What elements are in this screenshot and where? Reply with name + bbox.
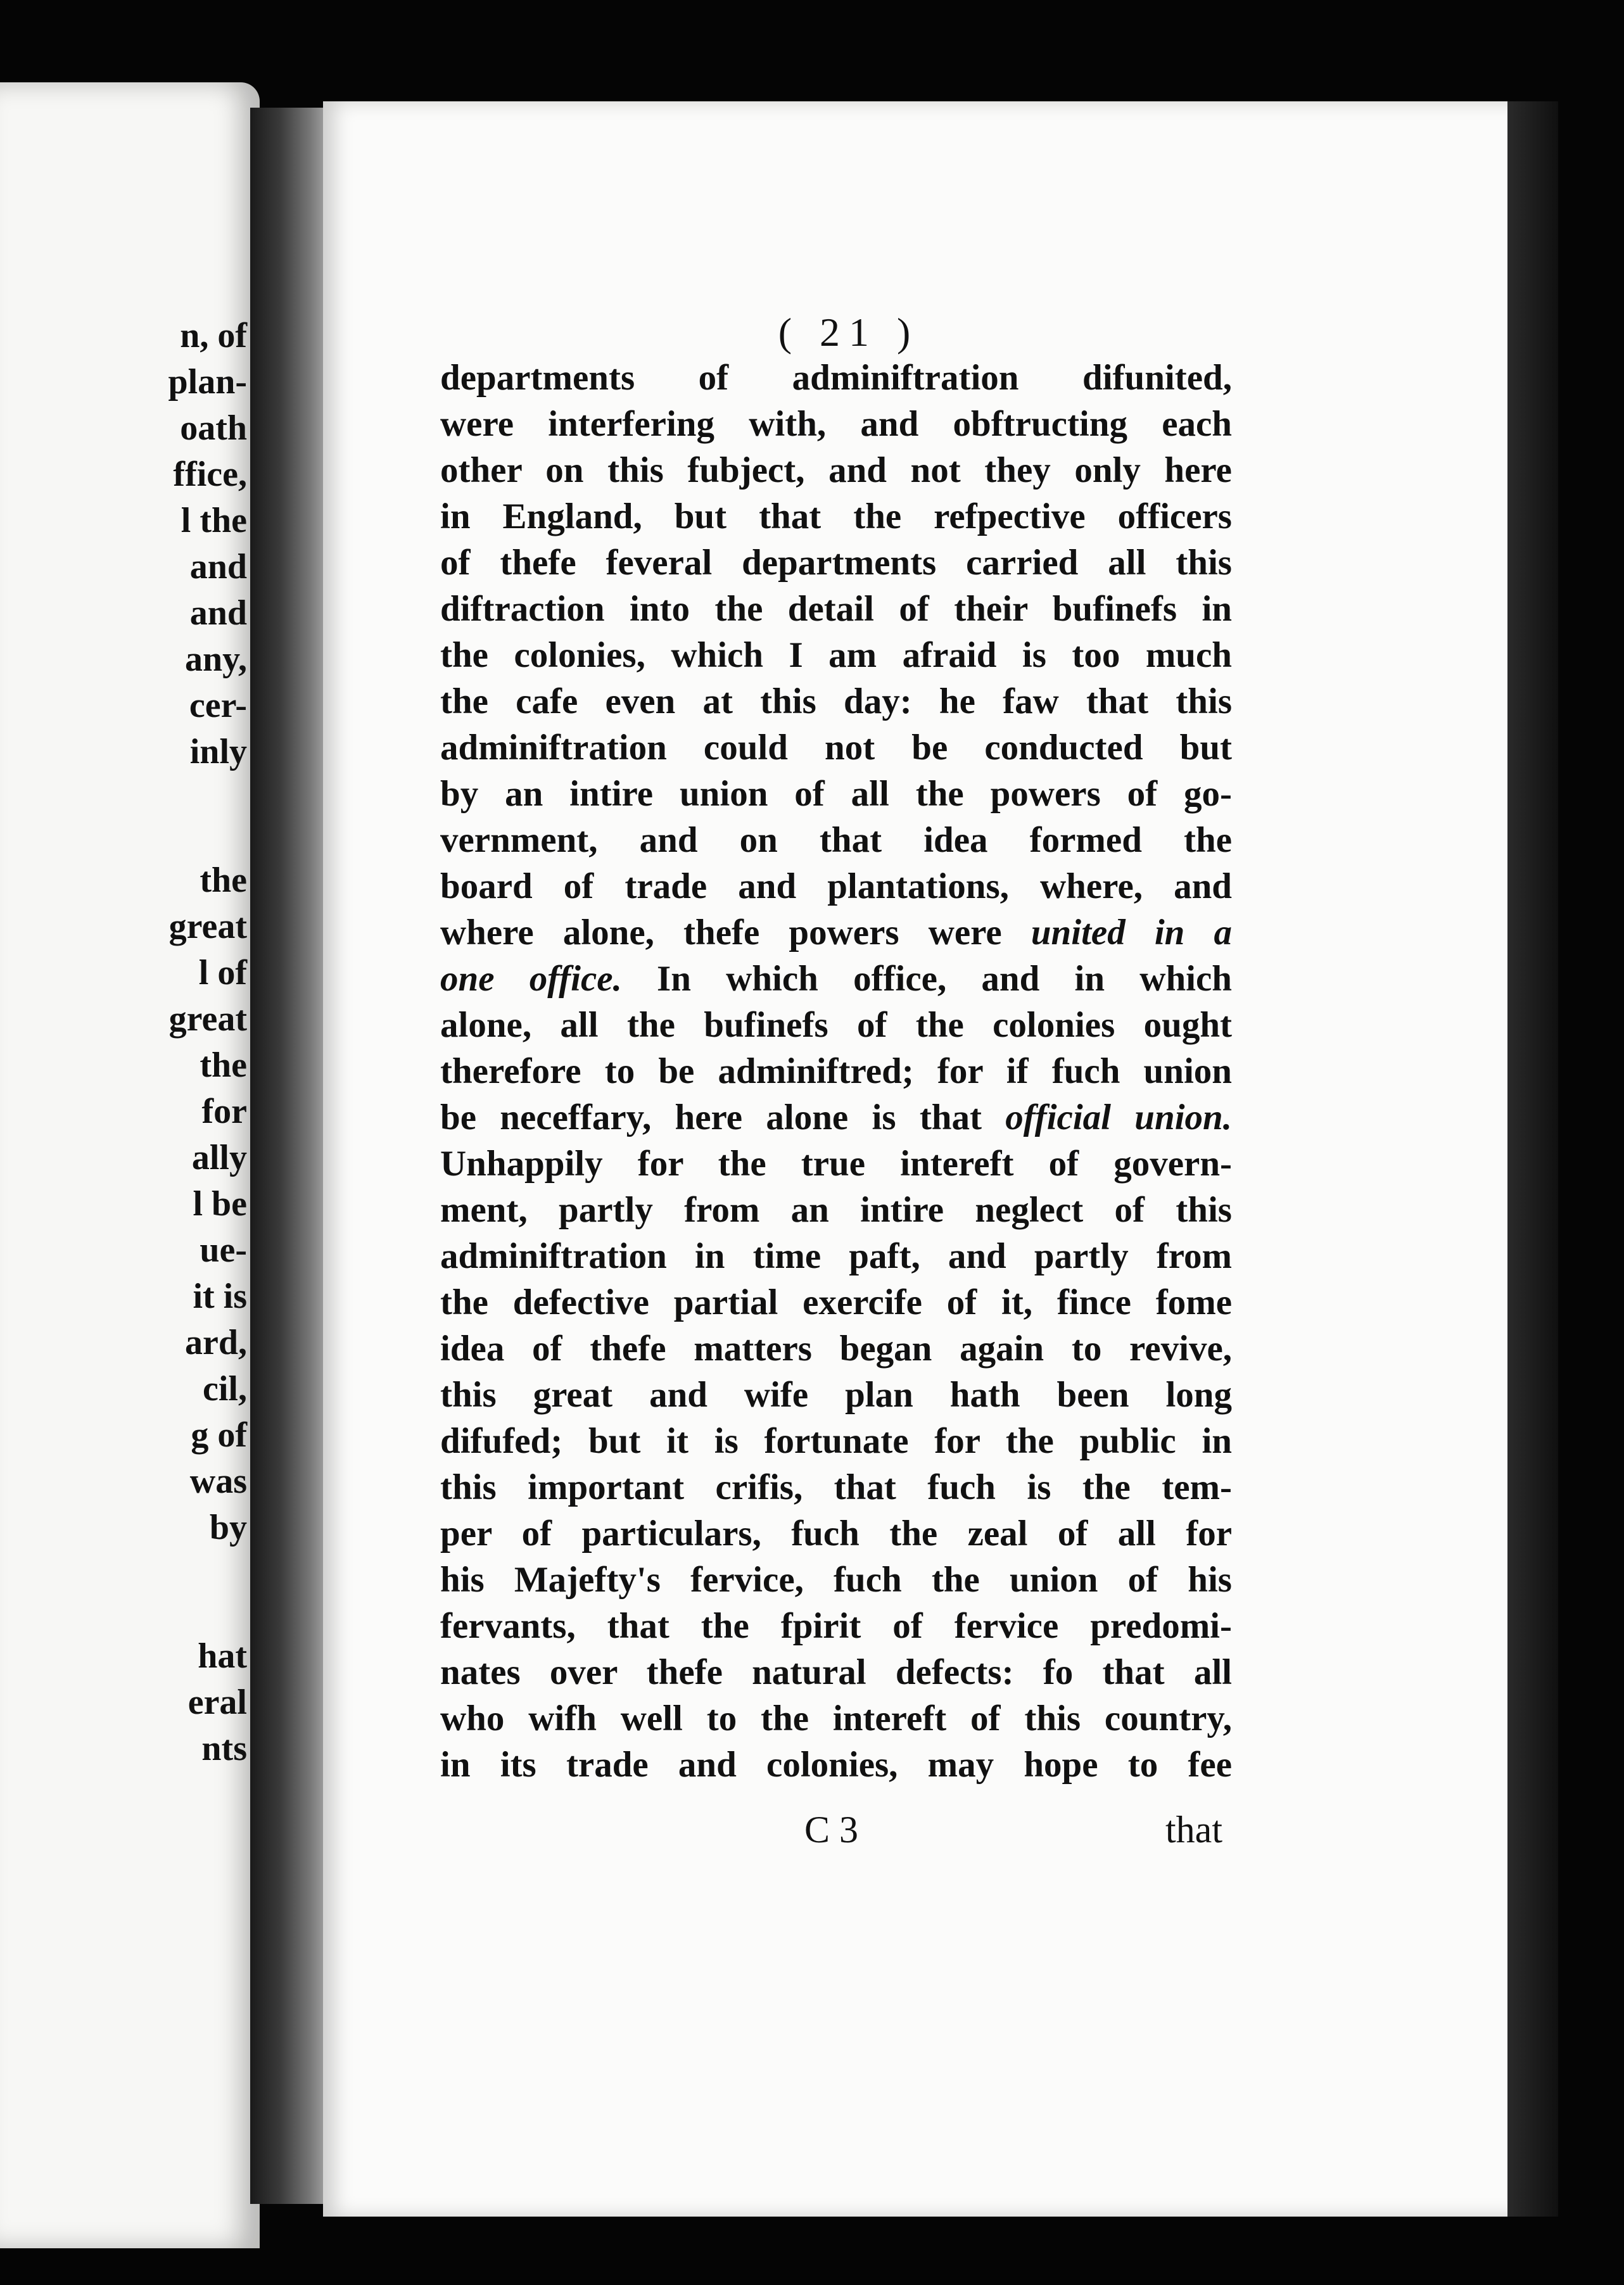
page-footer: [804, 1808, 1235, 1859]
text-segment: this great and wife plan hath been long: [440, 1375, 1232, 1415]
left-page-line: [6, 775, 260, 858]
left-page-line: eral: [187, 1683, 247, 1722]
text-segment: departments of adminiftration difunited,: [440, 358, 1232, 398]
text-line: [440, 725, 1232, 771]
left-page-line: any,: [184, 640, 247, 679]
left-page-line: and: [189, 593, 247, 633]
text-segment: the defective partial exercife of it, fince fome: [440, 1282, 1232, 1322]
left-page-line: inly: [189, 732, 247, 771]
text-line: [440, 771, 1232, 817]
text-line: [440, 1418, 1232, 1464]
text-line: [440, 1372, 1232, 1418]
text-line: [440, 447, 1232, 493]
text-line: [440, 956, 1232, 1002]
italic-text: united in a: [1031, 913, 1232, 953]
text-segment: idea of thefe matters began again to revive,: [440, 1329, 1232, 1369]
text-segment: the colonies, which I am afraid is too much: [440, 635, 1232, 675]
page-edge-shadow: [1507, 101, 1558, 2217]
text-line: [440, 1603, 1232, 1649]
italic-text: one office.: [440, 959, 622, 999]
left-page-line: plan-: [168, 362, 247, 402]
text-segment: in its trade and colonies, may hope to fee: [440, 1745, 1232, 1785]
left-page-line: ffice,: [173, 455, 247, 494]
left-page-line: l of: [198, 953, 247, 992]
text-line: [440, 863, 1232, 909]
text-segment: his Majefty's fervice, fuch the union of his: [440, 1560, 1232, 1600]
text-line: [440, 909, 1232, 956]
left-page-line: by: [209, 1508, 247, 1547]
text-segment: fervants, that the fpirit of fervice predomi-: [440, 1606, 1232, 1646]
text-segment: of thefe feveral departments carried all this: [440, 543, 1232, 583]
text-segment: Unhappily for the true intereft of govern-: [440, 1144, 1232, 1184]
text-line: [440, 540, 1232, 586]
left-page-line: n, of: [180, 316, 247, 355]
text-line: [440, 586, 1232, 632]
text-segment: be neceffary, here alone is that: [440, 1098, 1006, 1137]
text-segment: alone, all the bufinefs of the colonies ought: [440, 1005, 1232, 1045]
text-line: [440, 678, 1232, 725]
left-page-line: for: [201, 1092, 247, 1131]
page-number: ( 21 ): [778, 310, 920, 355]
italic-text: official union.: [1005, 1098, 1232, 1137]
text-line: [440, 355, 1232, 401]
catchword: that: [1165, 1809, 1222, 1851]
text-line: [440, 1649, 1232, 1695]
text-line: [440, 1233, 1232, 1279]
text-segment: In which office, and in which: [621, 959, 1232, 999]
text-segment: the cafe even at this day: he faw that this: [440, 681, 1232, 721]
left-page-line: the: [200, 861, 247, 900]
left-page-line: and: [189, 547, 247, 586]
text-line: [440, 1464, 1232, 1510]
left-page-line: g of: [191, 1415, 247, 1455]
text-line: [440, 632, 1232, 678]
text-segment: other on this fubject, and not they only here: [440, 450, 1232, 490]
text-line: [440, 1742, 1232, 1788]
left-page-line: great: [168, 999, 247, 1039]
left-page-line: ue-: [200, 1231, 247, 1270]
left-page-line: was: [189, 1462, 247, 1501]
left-page-line: ard,: [185, 1323, 247, 1362]
left-page-text: [6, 313, 260, 1772]
text-segment: by an intire union of all the powers of go-: [440, 774, 1232, 814]
body-text: [440, 355, 1232, 1788]
text-segment: vernment, and on that idea formed the: [440, 820, 1232, 860]
text-line: [440, 1279, 1232, 1326]
left-page-line: ally: [191, 1138, 247, 1177]
left-page-line: l be: [193, 1184, 247, 1224]
left-page-line: cer-: [189, 686, 247, 725]
text-segment: were interfering with, and obftructing each: [440, 404, 1232, 444]
text-line: [440, 1326, 1232, 1372]
left-page-line: great: [168, 907, 247, 946]
text-segment: board of trade and plantations, where, and: [440, 866, 1232, 906]
text-segment: nates over thefe natural defects: fo that all: [440, 1652, 1232, 1692]
text-segment: difufed; but it is fortunate for the public in: [440, 1421, 1232, 1461]
left-page-line: [6, 1551, 260, 1633]
text-line: [440, 1048, 1232, 1094]
signature-mark: C 3: [804, 1809, 859, 1851]
text-line: [440, 1002, 1232, 1048]
left-page-line: nts: [201, 1729, 247, 1768]
left-page-line: it is: [193, 1277, 247, 1316]
text-segment: adminiftration in time paft, and partly from: [440, 1236, 1232, 1276]
text-line: [440, 1141, 1232, 1187]
text-segment: diftraction into the detail of their bufinefs in: [440, 589, 1232, 629]
text-segment: where alone, thefe powers were: [440, 913, 1031, 953]
text-line: [440, 493, 1232, 540]
text-segment: adminiftration could not be conducted but: [440, 728, 1232, 768]
text-line: [440, 1557, 1232, 1603]
text-line: [440, 401, 1232, 447]
left-page-line: hat: [198, 1636, 247, 1676]
left-facing-page: [0, 82, 260, 2248]
text-segment: this important crifis, that fuch is the tem-: [440, 1467, 1232, 1507]
text-line: [440, 1094, 1232, 1141]
text-segment: per of particulars, fuch the zeal of all for: [440, 1514, 1232, 1554]
text-segment: therefore to be adminiftred; for if fuch union: [440, 1051, 1232, 1091]
left-page-line: oath: [180, 408, 247, 448]
text-line: [440, 817, 1232, 863]
text-line: [440, 1695, 1232, 1742]
text-segment: ment, partly from an intire neglect of this: [440, 1190, 1232, 1230]
left-page-line: l the: [181, 501, 247, 540]
left-page-line: the: [200, 1046, 247, 1085]
left-page-line: cil,: [203, 1369, 247, 1408]
text-line: [440, 1510, 1232, 1557]
text-segment: in England, but that the refpective officers: [440, 497, 1232, 536]
text-line: [440, 1187, 1232, 1233]
text-segment: who wifh well to the intereft of this country,: [440, 1699, 1232, 1738]
